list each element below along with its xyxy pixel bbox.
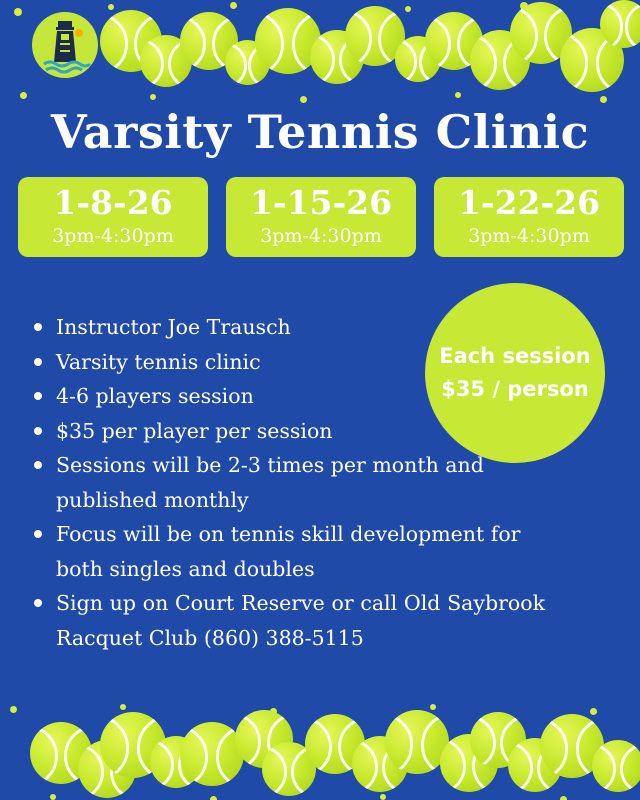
session-card-1 [18,177,208,257]
lighthouse-logo [32,12,98,78]
session-date: 1-15-26 [249,183,393,222]
session-time: 3pm-4:30pm [52,225,174,247]
session-card-3 [434,177,624,257]
session-date: 1-22-26 [457,183,601,222]
detail-item: Varsity tennis clinic [30,345,545,380]
price-badge-line1: Each session [439,344,591,368]
detail-item: $35 per player per session [30,414,545,449]
session-date: 1-8-26 [53,183,173,222]
session-time: 3pm-4:30pm [260,225,382,247]
detail-item: Instructor Joe Trausch [30,310,545,345]
detail-item: Sign up on Court Reserve or call Old Saybrook Racquet Club (860) 388-5115 [30,586,545,655]
clinic-details-list [30,310,545,655]
lighthouse-icon [32,12,98,78]
price-badge-line2: $35 / person [441,377,589,401]
detail-item: 4-6 players session [30,379,545,414]
session-card-2 [226,177,416,257]
bottom-tennis-ball-border [0,700,640,800]
detail-item: Focus will be on tennis skill development for both singles and doubles [30,517,545,586]
detail-item: Sessions will be 2-3 times per month and published monthly [30,448,545,517]
session-time: 3pm-4:30pm [468,225,590,247]
poster-title: Varsity Tennis Clinic [50,105,590,159]
